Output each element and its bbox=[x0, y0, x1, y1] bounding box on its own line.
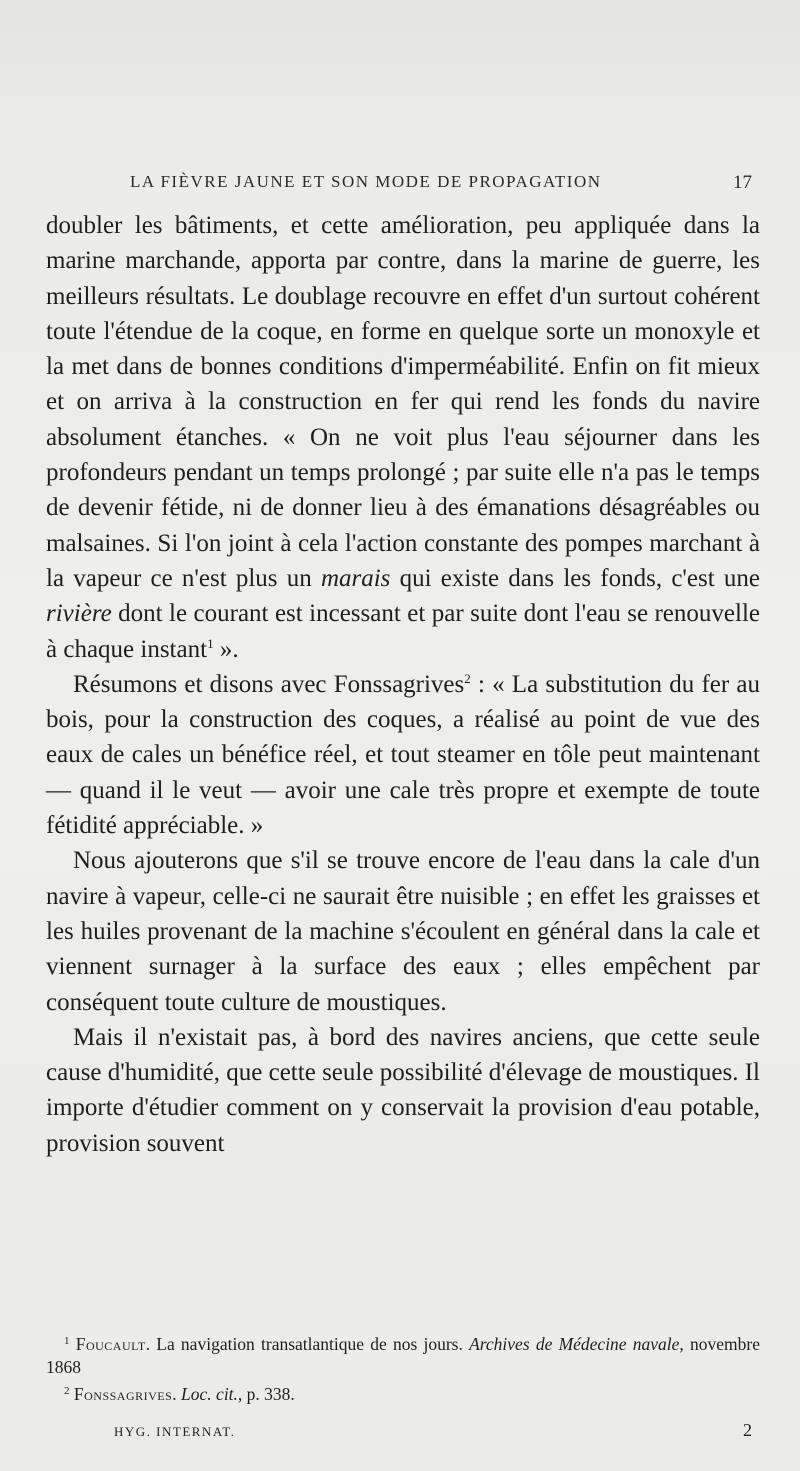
footnote-2: $^2$ Fonssagrives. Loc. cit., p. 338. bbox=[64, 1384, 295, 1404]
sheet-number: 2 bbox=[743, 1420, 752, 1440]
footnote-author: Fonssagrives bbox=[73, 1384, 173, 1404]
running-header bbox=[130, 172, 752, 194]
emphasis-marais: marais bbox=[320, 564, 391, 592]
signature-label: HYG. INTERNAT. bbox=[114, 1424, 236, 1439]
body-text bbox=[46, 208, 760, 1161]
footnote-journal: Archives de Médecine navale, bbox=[469, 1334, 684, 1354]
footnotes bbox=[46, 1333, 760, 1411]
page-number: 17 bbox=[733, 172, 752, 193]
footnote-marker-1: 1 bbox=[64, 1335, 70, 1347]
running-title: LA FIÈVRE JAUNE ET SON MODE DE PROPAGATION bbox=[130, 172, 602, 191]
printer-signature bbox=[114, 1420, 752, 1441]
footnote-1: $^1$ Foucault. La navigation transatlantique de nos jours. Archives de Médecine navale, novembre 1868 bbox=[46, 1334, 760, 1377]
footnote-loc-cit: Loc. cit., bbox=[181, 1384, 243, 1404]
emphasis-riviere: rivière bbox=[46, 600, 112, 628]
footnote-ref-1[interactable]: 1 bbox=[207, 635, 214, 651]
paragraph-2: Résumons et disons avec Fonssagrives$^2$ : « La substitution du fer au bois, pour la construction des coques, a réalisé au point de vue des eaux de cales un bénéfice réel, et tout steamer en tôle peut maintenant — quand il le veut — avoir une cale très propre et exempte de toute fétidité appréciable. » bbox=[46, 670, 761, 840]
paragraph-1: doubler les bâtiments, et cette amélioration, peu appliquée dans la marine marchande, apporta par contre, dans la marine de guerre, les meilleurs résultats. Le doublage recouvre en effet d'un surtout cohérent toute l'étendue de la coque, en forme en quelque sorte un monoxyle et la met dans de bonnes conditions d'imperméabilité. Enfin on fit mieux et on arriva à la construction en fer qui rend les fonds du navire absolument étanches. « On ne voit plus l'eau séjourner dans les profondeurs pendant un temps prolongé ; par suite elle n'a pas le temps de devenir fétide, ni de donner lieu à des émanations désagréables ou malsaines. Si l'on joint à cela l'action constante des pompes marchant à la vapeur ce n'est plus un marais qui existe dans les fonds, c'est une rivière dont le courant est incessant et par suite dont l'eau se renouvelle à chaque instant$^1$ ». bbox=[46, 212, 760, 663]
paragraph-4: Mais il n'existait pas, à bord des navires anciens, que cette seule cause d'humidité, que cette seule possibilité d'élevage de moustiques. Il importe d'étudier comment on y conservait la provision d'eau potable, provision souvent bbox=[46, 1023, 760, 1157]
footnote-marker-2: 2 bbox=[64, 1385, 70, 1397]
paragraph-3: Nous ajouterons que s'il se trouve encore de l'eau dans la cale d'un navire à vapeur, celle-ci ne saurait être nuisible ; en effet les graisses et les huiles provenant de la machine s'écoulent en général dans la cale et viennent surnager à la surface des eaux ; elles empêchent par conséquent toute culture de moustiques. bbox=[46, 847, 760, 1016]
footnote-author: Foucault bbox=[75, 1334, 146, 1354]
footnote-ref-2[interactable]: 2 bbox=[464, 670, 471, 686]
